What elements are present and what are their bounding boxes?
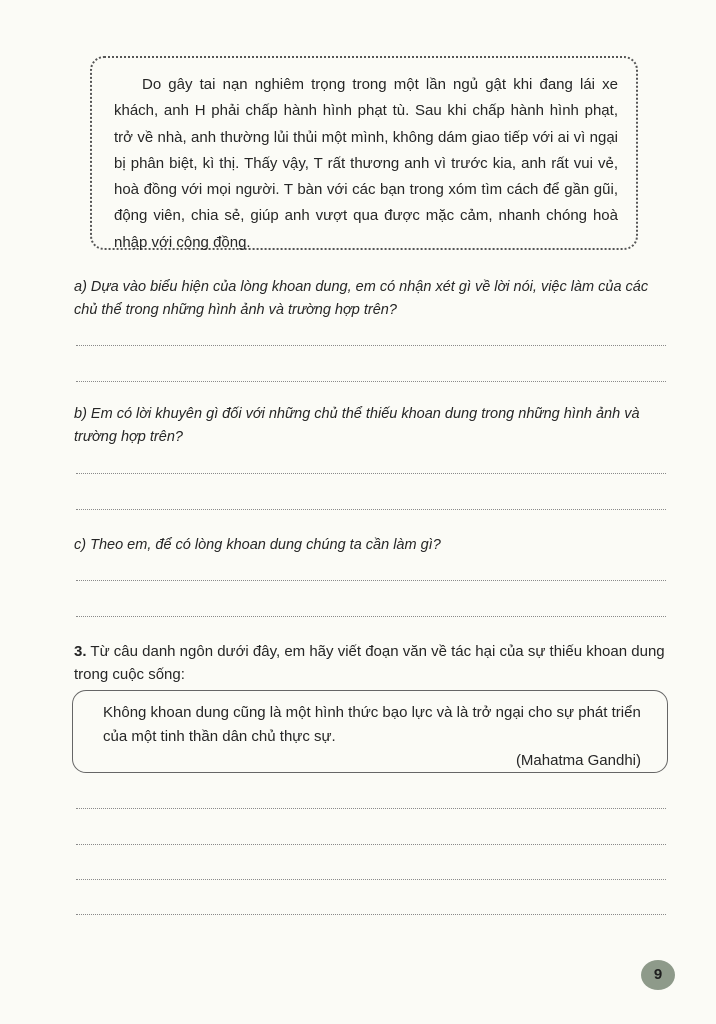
- task-3: [74, 640, 674, 686]
- answer-line[interactable]: [76, 616, 666, 617]
- answer-line[interactable]: [76, 580, 666, 581]
- quote-author: (Mahatma Gandhi): [515, 752, 641, 769]
- question-b: b) Em có lời khuyên gì đối với những chủ thể thiếu khoan dung trong những hình ảnh và trường hợp trên?: [74, 406, 640, 445]
- task-text: Từ câu danh ngôn dưới đây, em hãy viết đoạn văn về tác hại của sự thiếu khoan dung trong cuộc sống:: [74, 643, 665, 683]
- answer-line[interactable]: [76, 381, 666, 382]
- answer-line[interactable]: [76, 879, 666, 880]
- answer-line[interactable]: [76, 914, 666, 915]
- quote-box: [72, 690, 668, 773]
- answer-line[interactable]: [76, 473, 666, 474]
- answer-line[interactable]: [76, 808, 666, 809]
- page-number: 9: [641, 960, 675, 990]
- task-number: 3.: [74, 643, 87, 660]
- quote-text: Không khoan dung cũng là một hình thức bạo lực và là trở ngại cho sự phát triển của một tinh thần dân chủ thực sự.: [103, 704, 641, 745]
- story-box: [90, 56, 638, 250]
- question-a: a) Dựa vào biểu hiện của lòng khoan dung, em có nhận xét gì về lời nói, việc làm của các chủ thể trong những hình ảnh và trường hợp trên?: [74, 279, 649, 318]
- answer-line[interactable]: [76, 844, 666, 845]
- answer-line[interactable]: [76, 345, 666, 346]
- question-c: c) Theo em, để có lòng khoan dung chúng ta cần làm gì?: [74, 537, 441, 553]
- story-text: Do gây tai nạn nghiêm trọng trong một lần ngủ gật khi đang lái xe khách, anh H phải chấp hành hình phạt tù. Sau khi chấp hành hình phạt, trở về nhà, anh thường lủi thủi một mình, không dám giao tiếp với ai vì ngại bị phân biệt, kì thị. Thấy vậy, T rất thương anh vì trước kia, anh rất vui vẻ, hoà đồng với mọi người. T bàn với các bạn trong xóm tìm cách để gần gũi, động viên, chia sẻ, giúp anh vượt qua được mặc cảm, nhanh chóng hoà nhập với cộng đồng.: [114, 76, 618, 251]
- answer-line[interactable]: [76, 509, 666, 510]
